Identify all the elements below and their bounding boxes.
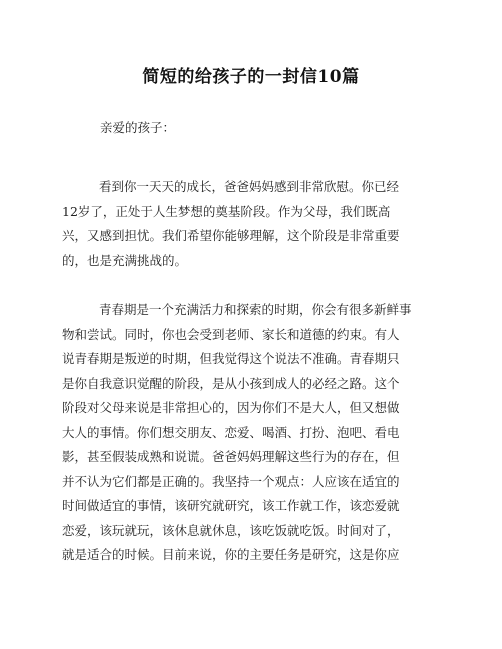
paragraph-line: 大人的事情。你们想交朋友、恋爱、喝酒、打扮、泡吧、看电 (62, 424, 400, 440)
paragraph-line: 是你自我意识觉醒的阶段，是从小孩到成人的必经之路。这个 (62, 375, 400, 391)
paragraph-2 (62, 298, 440, 568)
paragraph-line: 12岁了，正处于人生梦想的奠基阶段。作为父母，我们既高 (62, 203, 391, 219)
paragraph-line: 说青春期是叛逆的时期，但我觉得这个说法不准确。青春期只 (62, 351, 400, 366)
paragraph-line: 物和尝试。同时，你也会受到老师、家长和道德的约束。有人 (62, 326, 400, 342)
paragraph-line: 影，甚至假装成熟和说谎。爸爸妈妈理解这些行为的存在，但 (62, 449, 400, 464)
paragraph-line: 看到你一天天的成长，爸爸妈妈感到非常欣慰。你已经 (99, 179, 400, 194)
paragraph-line: 恋爱，该玩就玩，该休息就休息，该吃饭就吃饭。时间对了， (62, 522, 400, 538)
paragraph-1 (62, 175, 440, 273)
document-title: 简短的给孩子的一封信10篇 (142, 67, 360, 87)
paragraph-line: 并不认为它们都是正确的。我坚持一个观点：人应该在适宜的 (62, 473, 400, 489)
paragraph-line: 时间做适宜的事情，该研究就研究，该工作就工作，该恋爱就 (62, 498, 400, 513)
paragraph-line: 青春期是一个充满活力和探索的时期，你会有很多新鲜事 (99, 302, 412, 317)
paragraph-line: 就是适合的时候。目前来说，你的主要任务是研究，这是你应 (62, 547, 400, 562)
paragraph-line: 兴，又感到担忧。我们希望你能够理解，这个阶段是非常重要 (62, 228, 400, 243)
paragraph-line: 的，也是充满挑战的。 (62, 252, 188, 268)
letter-salutation: 亲爱的孩子： (100, 120, 176, 135)
paragraph-line: 阶段对父母来说是非常担心的，因为你们不是大人，但又想做 (62, 400, 400, 415)
